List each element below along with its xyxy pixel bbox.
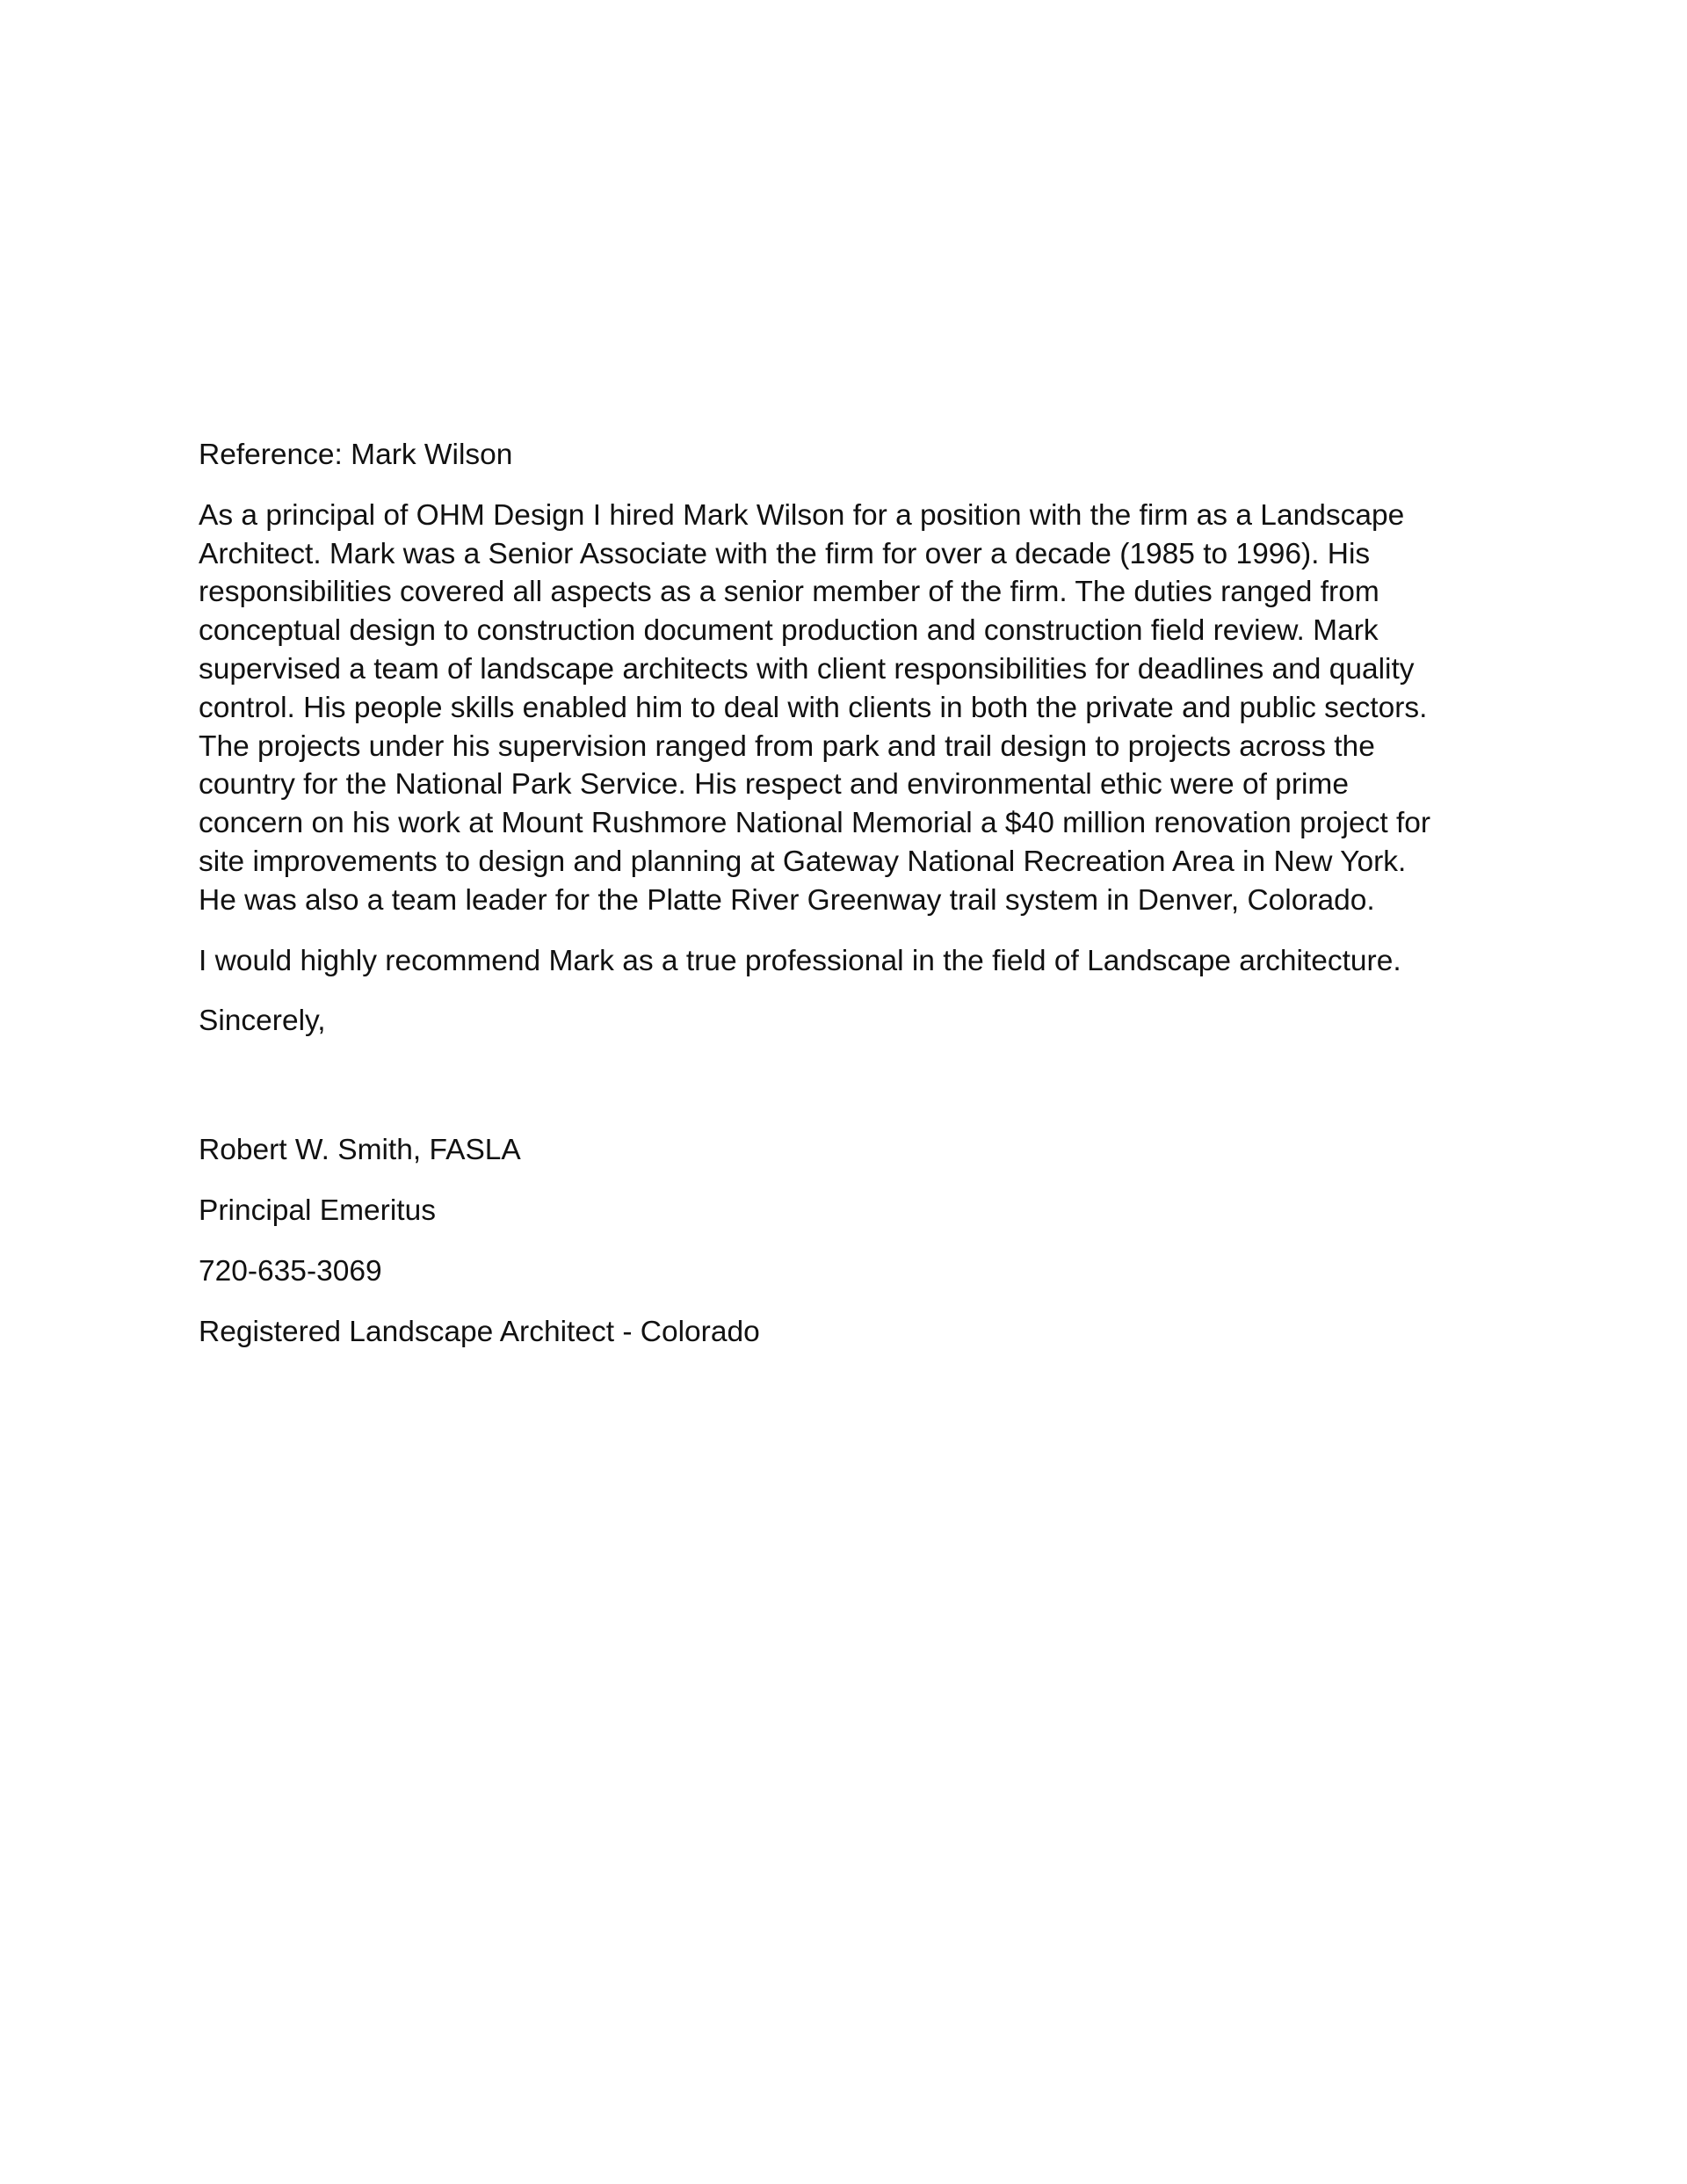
letter-body-paragraph xyxy=(199,497,1473,920)
signer-title: Principal Emeritus xyxy=(199,1194,436,1227)
body-line: concern on his work at Mount Rushmore National Memorial a $40 million renovation project for xyxy=(199,807,1431,840)
body-line: He was also a team leader for the Platte River Greenway trail system in Denver, Colorado. xyxy=(199,883,1375,917)
body-line: responsibilities covered all aspects as a senior member of the firm. The duties ranged from xyxy=(199,576,1379,609)
body-line: As a principal of OHM Design I hired Mark Wilson for a position with the firm as a Landscape xyxy=(199,498,1405,532)
closing-salutation: Sincerely, xyxy=(199,1005,326,1038)
body-line: country for the National Park Service. His respect and environmental ethic were of prime xyxy=(199,768,1349,802)
body-line: The projects under his supervision ranged from park and trail design to projects across the xyxy=(199,729,1375,763)
reference-letter xyxy=(199,436,1473,1373)
recommendation-paragraph: I would highly recommend Mark as a true professional in the field of Landscape architecture. xyxy=(199,944,1401,977)
signer-name: Robert W. Smith, FASLA xyxy=(199,1134,521,1167)
body-line: supervised a team of landscape architects with client responsibilities for deadlines and quality xyxy=(199,652,1415,686)
body-line: site improvements to design and planning at Gateway National Recreation Area in New York. xyxy=(199,845,1407,878)
body-line: Architect. Mark was a Senior Associate with the firm for over a decade (1985 to 1996). His xyxy=(199,537,1371,570)
reference-line: Reference: Mark Wilson xyxy=(199,439,513,471)
signer-registration: Registered Landscape Architect - Colorado xyxy=(199,1315,760,1348)
body-line: control. His people skills enabled him to deal with clients in both the private and public sectors. xyxy=(199,691,1428,724)
body-line: conceptual design to construction document production and construction field review. Mark xyxy=(199,614,1379,648)
signer-phone: 720-635-3069 xyxy=(199,1254,382,1288)
